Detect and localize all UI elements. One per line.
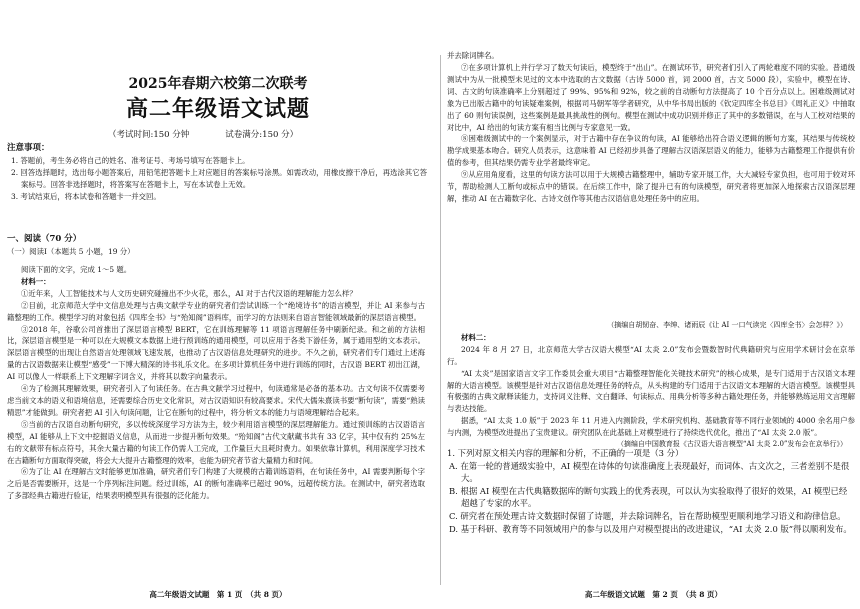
exam-time: （考试时间:150 分钟: [108, 130, 190, 140]
page-footer-left: 高二年级语文试题 第 1 页 （共 8 页）: [149, 590, 287, 599]
material-one: [7, 264, 425, 576]
option-a: A. 在第一轮的普通级实验中，AI 模型在诗体的句读准确度上表现最好，而词体、古文次之，三者差别不是很大。: [449, 460, 850, 484]
paragraph: ⑥为了让 AI 在理解古文时能够更加准确，研究者们专门构建了大规模的古籍训练语料，在句读任务中，AI 需要判断每个字之后是否需要断开，这是一个序列标注问题。经过训练，AI 的断句准确率已超过 90%，远超传统方法。在测试中，研究者选取了多部经典古籍进行验证，结果表明模型具有很强的泛化能力。: [7, 467, 425, 501]
material-one-source: （摘编自胡韧奋、李绅、诸雨辰《让 AI 一口气读完〈四库全书〉会怎样？》）: [607, 321, 847, 329]
paragraph: ⑦在多项计算机上并行学习了数天句读后，模型终于“出山”。在测试环节，研究者们引入了两轮难度不同的实验。普通级测试中为从一批模型未见过的文本中选取的古文数据（古诗 5000 首，词 2000 首，古文 5000 段），实验中，模型在诗、词、古文的句读准确率上分别超过了 99%、95%和 92%，较之前的自动断句方法提高了 10 个百分点以上。困难级测试对象为已出版古籍中的句读疑难案例，根据司马朝军等学者研究，从中华书局出版的《钦定四库全书总目》《周礼正义》中抽取出了 60 则句读误例，这些案例是最具挑战性的例句。模型在测试中成功识别并修正了其中的多数错误，在与人工校对结果的对比中，AI 给出的句读方案有相当比例与专家意见一致。: [447, 63, 855, 132]
material-two-source: （摘编自中国教育报《古汉语大语言模型“AI 太炎 2.0”发布会在京举行》）: [616, 440, 847, 449]
question-one: [447, 447, 855, 535]
page-two: [447, 0, 860, 609]
material-one-label: 材料一：: [21, 276, 51, 286]
paragraph: 2024 年 8 月 27 日，北京师范大学古汉语大模型“AI 太炎 2.0”发布会暨数智时代典籍研究与应用学术研讨会在京举行。: [447, 344, 855, 366]
section-heading: 一、阅读（70 分）: [7, 234, 82, 244]
paragraph: ⑨从应用角度看，这里的句读方法可以用于大规模古籍整理中，辅助专家开展工作，大大减轻专家负担，也可用于较对环节，帮助检测人工断句或标点中的错误。在后续工作中，除了提升已有的句读模型，研究者将更加深入地探索古汉语深层理解，推动 AI 在古籍数字化、古诗文创作等其他古汉语信息处理任务中的应用。: [447, 170, 855, 203]
paragraph: ③2018 年，谷歌公司首推出了深层语言模型 BERT，它在训练理解等 11 项语言理解任务中刷新纪录。和之前的方法相比，深层语言模型是一种可以在大规模文本数据上进行预训练的通用模型，可以应用于各类下游任务，属于通用型的文本表示。深层语言模型的出现让自然语言处理领域飞速发展，也推动了古汉语信息处理研究的进步。不久之前，研究者们专门通过上述海量的古汉语数据来让模型“感受”一下博大精深的诗书礼乐文化。在多项计算机任务中进行训练的同时，古汉语 BERT 初出江湖，AI 可以像人一样联系上下文理解字词含义，并将其以数字向量表示。: [7, 324, 425, 382]
paper-title: 高二年级语文试题: [125, 96, 310, 122]
page-footer-right: 高二年级语文试题 第 2 页 （共 8 页）: [584, 590, 723, 599]
material-two: [447, 320, 855, 451]
note-item: 1. 答题前，考生务必将自己的姓名、准考证号、考场号填写在答题卡上。: [11, 155, 250, 165]
continuation-lead: 并去除词牌名。: [447, 51, 499, 60]
material-two-label: 材料二：: [461, 332, 491, 342]
paragraph: ⑤当前的古汉语自动断句研究，多以传统深度学习方法为主，较少利用语言模型的深层理解能力。通过预训练的古汉语语言模型，AI 能够从上下文中挖掘语义信息，从而进一步提升断句效果。“殆知阁”古代文献藏书共有 33 亿字，其中仅有约 25%左右的文献带有标点符号，其余大量古籍的句读工作仍需人工完成，工作量巨大且耗时费力。如果依靠计算机，利用深度学习技术在古籍断句方面取得突破，将会大大提升古籍整理的效率，也能为研究者节省大量精力和时间。: [7, 419, 425, 465]
page-divider: [440, 55, 441, 585]
option-b: B. 根据 AI 模型在古代典籍数据库的断句实践上的优秀表现，可以认为实验取得了很好的效果，AI 模型已经超越了专家的水平。: [449, 485, 848, 509]
section-instruction: 阅读下面的文字，完成 1～5 题。: [21, 265, 132, 274]
paragraph: ①近年来，人工智能技术与人文历史研究碰撞出不少火花，那么，AI 对于古代汉语的理解能力怎么样？: [21, 288, 357, 298]
notes-section: [7, 143, 427, 203]
question-stem: 1. 下列对原文相关内容的理解和分析，不正确的一项是（3 分）: [447, 448, 684, 458]
option-c: C. 研究者在预处理古诗文数据时保留了诗题，并去除词牌名，旨在帮助模型更顺利地学习语义和韵律信息。: [449, 510, 846, 521]
section-sub: （一）阅读Ⅰ（本题共 5 小题，19 分）: [7, 246, 135, 256]
notes-heading: 注意事项：: [7, 143, 50, 153]
option-d: D. 基于科研、教育等不同领域用户的参与以及用户对模型提出的改进建议，“AI 太炎 2.0 版”得以顺利发布。: [449, 523, 852, 534]
paragraph: 据悉，“AI 太炎 1.0 版”于 2023 年 11 月进入内测阶段，学术研究机构、基础教育等不同行业领域的 4000 余名用户参与内测，为模型改进提出了宝贵建议。研究团队在此基础上对模型进行了持续迭代优化，推出了“AI 太炎 2.0 版”。: [447, 416, 855, 438]
note-item: 2. 回答选择题时，选出每小题答案后，用铅笔把答题卡上对应题目的答案标号涂黑。如需改动，用橡皮擦干净后，再选涂其它答案标号。回答非选择题时，将答案写在答题卡上，写在本试卷上无效。: [11, 167, 427, 189]
paragraph: ②目前，北京师范大学中文信息处理与古典文献学专业的研究者们尝试训练一个“绝境诗书”的语言模型，并让 AI 来参与古籍整理的工作。模型学习的对象包括《四库全书》与“殆知阁”语料库，而学习的方法则来自语言智能领域最新的深层语言模型。: [7, 300, 425, 322]
paragraph: “AI 太炎”是国家语言文字工作委员会重大项目“古籍整理智能化关键技术研究”的核心成果，是专门适用于古汉语文本理解的大语言模型。该模型是针对古汉语信息处理任务的特点，从头构建的专门适用于古汉语文本理解的大语言模型。该模型具有极强的古典文献释读能力，支持词义注释、文白翻译、句读标点、用典分析等多种古籍处理任务，并能够熟练运用文言理解与表达技能。: [447, 368, 855, 414]
paragraph: ⑧困难级测试中的一个案例显示，对于古籍中存在争议的句读，AI 能够给出符合语义逻辑的断句方案，其结果与传统校勘学成果基本吻合。研究人员表示，这意味着 AI 已经初步具备了理解古汉语深层语义的能力，能够为古籍整理工作提供有价值的参考，但其结果仍需专业学者最终审定。: [447, 134, 855, 168]
reading-section: [7, 234, 427, 258]
paragraph: ④为了检测其理解效果，研究者引入了句读任务。在古典文献学习过程中，句读通常是必备的基本功。古文句读不仅需要考虑当前文本的语义和语境信息，还需要综合历史文化常识，对古汉语知识有较高要求。宋代大儒朱熹读书要“断句读”，需要“熟读精思”才能做到。研究者把 AI 引入句读问题，让它在断句的过程中，将分析文本的能力与语境理解结合起来。: [7, 384, 425, 417]
note-item: 3. 考试结束后，将本试卷和答题卡一并交回。: [11, 191, 161, 201]
exam-title: 2025年春期六校第二次联考: [128, 76, 308, 92]
exam-score: 试卷满分:150 分）: [225, 130, 299, 140]
material-one-continued: [447, 62, 855, 322]
exam-meta: [108, 128, 298, 140]
